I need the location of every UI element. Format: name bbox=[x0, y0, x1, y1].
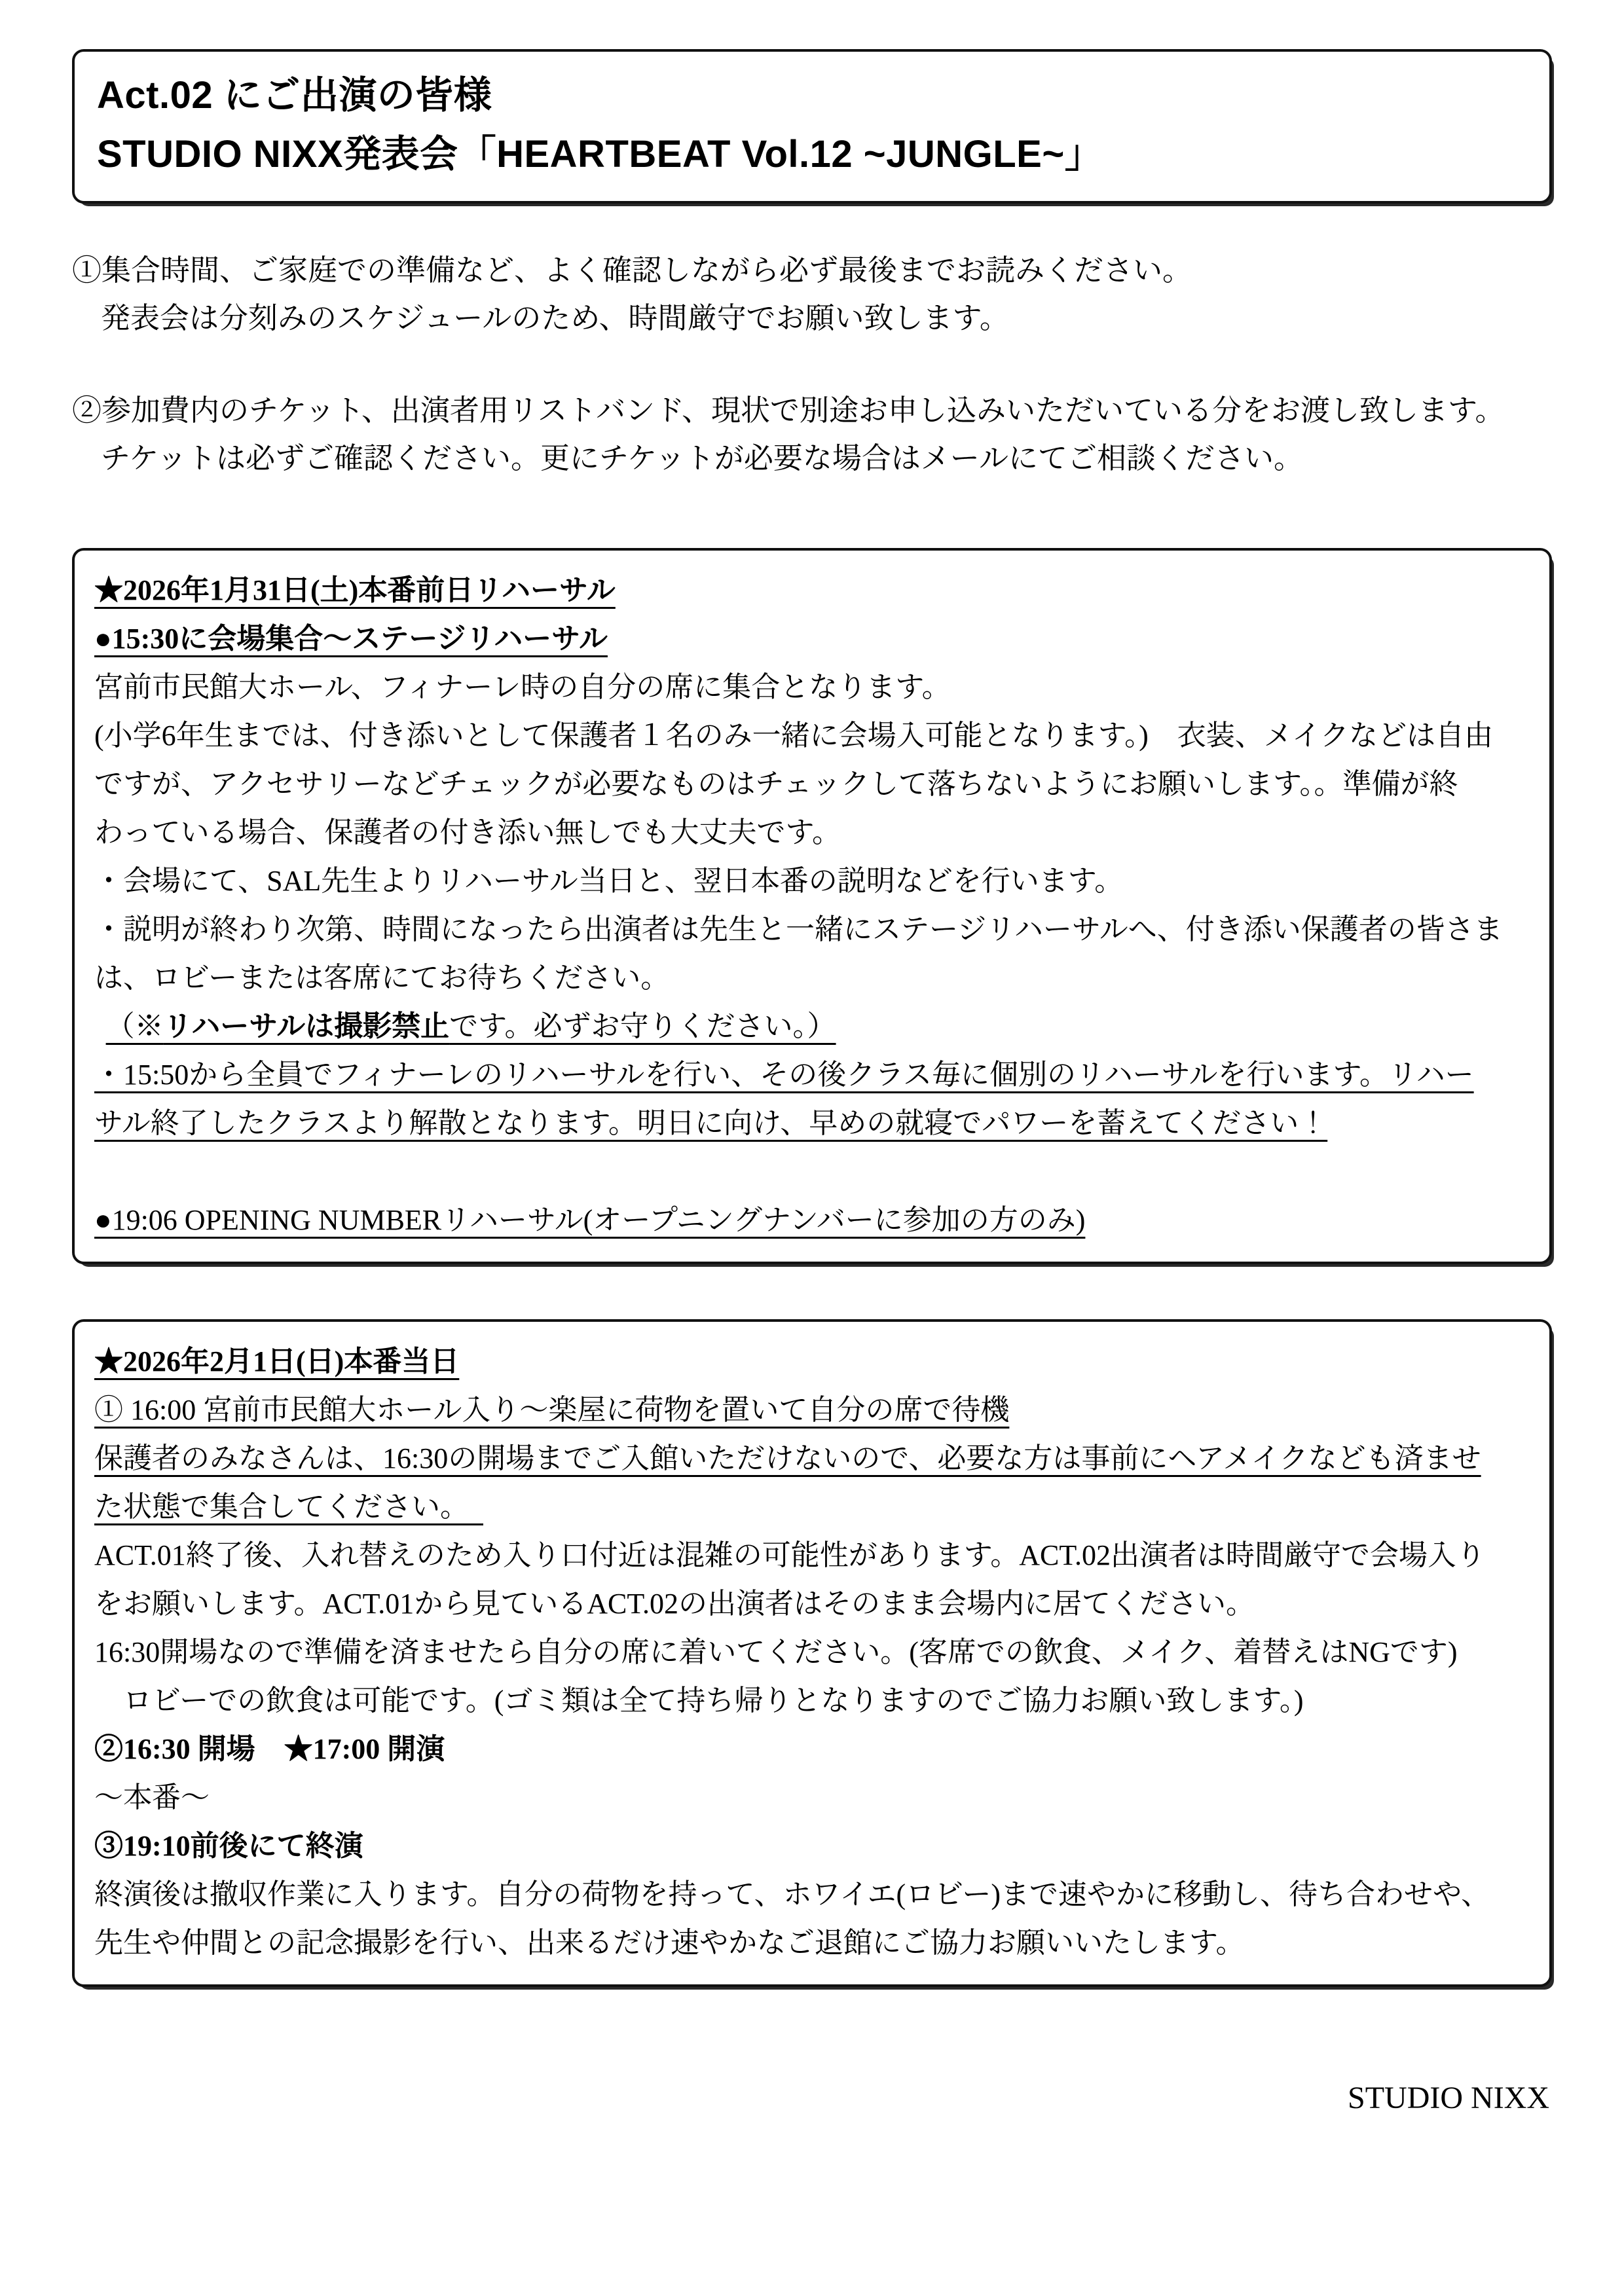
text-line bbox=[94, 809, 1530, 857]
text-line bbox=[72, 387, 1552, 435]
text-line bbox=[94, 712, 1530, 760]
text-segment: ① 16:00 宮前市民館大ホール入り～楽屋に荷物を置いて自分の席で待機 bbox=[94, 1394, 1010, 1426]
text-segment: ★2026年2月1日(日)本番当日 bbox=[94, 1345, 460, 1377]
text-segment: (小学6年生までは、付き添いとして保護者１名のみ一緒に会場入可能となります。) 衣装、メイクなどは自由 bbox=[94, 720, 1494, 752]
text-line bbox=[94, 615, 1530, 663]
text-segment: 発表会は分刻みのスケジュールのため、時間厳守でお願い致します。 bbox=[101, 302, 1009, 335]
text-line bbox=[94, 663, 1530, 712]
signature: STUDIO NIXX bbox=[1348, 2081, 1549, 2115]
text-segment: た状態で集合してください。 bbox=[94, 1491, 483, 1523]
text-line bbox=[94, 1677, 1530, 1725]
text-segment: 先生や仲間との記念撮影を行い、出来るだけ速やかなご退館にご協力お願いいたします。 bbox=[94, 1927, 1245, 1959]
text-line bbox=[94, 1338, 1530, 1386]
page-subtitle: STUDIO NIXX発表会「HEARTBEAT Vol.12 ~JUNGLE~」 bbox=[97, 133, 1103, 175]
text-line bbox=[94, 857, 1530, 905]
intro-paragraph-1 bbox=[72, 247, 1552, 342]
text-segment: ③19:10前後にて終演 bbox=[94, 1830, 363, 1862]
text-line bbox=[94, 1531, 1530, 1580]
text-line bbox=[94, 1725, 1530, 1774]
text-segment: （※ bbox=[105, 1010, 164, 1042]
text-segment: リハーサルは撮影禁止 bbox=[163, 1010, 450, 1042]
text-segment: 保護者のみなさんは、16:30の開場までご入館いただけないので、必要な方は事前にヘアメイクなども済ませ bbox=[94, 1442, 1481, 1474]
text-line bbox=[94, 1822, 1530, 1870]
text-segment: です。必ずお守りください。） bbox=[449, 1010, 836, 1042]
text-segment: ～本番～ bbox=[94, 1781, 210, 1813]
text-line bbox=[94, 1196, 1530, 1245]
text-line bbox=[94, 1870, 1530, 1919]
text-segment: 宮前市民館大ホール、フィナーレ時の自分の席に集合となります。 bbox=[94, 671, 951, 703]
text-line bbox=[94, 1434, 1530, 1483]
text-segment: ・会場にて、SAL先生よりリハーサル当日と、翌日本番の説明などを行います。 bbox=[94, 865, 1124, 897]
text-segment: ・15:50から全員でフィナーレのリハーサルを行い、その後クラス毎に個別のリハーサルを行います。リハー bbox=[94, 1059, 1474, 1091]
text-segment: ですが、アクセサリーなどチェックが必要なものはチェックして落ちないようにお願いします。。準備が終 bbox=[94, 768, 1458, 800]
text-line bbox=[72, 435, 1552, 483]
text-line bbox=[94, 1628, 1530, 1677]
text-segment: わっている場合、保護者の付き添い無しでも大丈夫です。 bbox=[94, 816, 841, 848]
text-segment: ●19:06 OPENING NUMBERリハーサル(オープニングナンバーに参加の方のみ) bbox=[94, 1204, 1086, 1236]
text-line bbox=[94, 1099, 1530, 1148]
text-line bbox=[94, 1051, 1530, 1099]
text-line bbox=[94, 1148, 1530, 1196]
text-line bbox=[94, 1483, 1530, 1531]
text-segment: ②16:30 開場 ★17:00 開演 bbox=[94, 1733, 445, 1765]
text-line bbox=[72, 295, 1552, 342]
text-segment: ACT.01終了後、入れ替えのため入り口付近は混雑の可能性があります。ACT.02出演者は時間厳守で会場入り bbox=[94, 1539, 1485, 1571]
text-line bbox=[94, 1580, 1530, 1628]
text-line bbox=[94, 566, 1530, 615]
text-segment: チケットは必ずご確認ください。更にチケットが必要な場合はメールにてご相談ください。 bbox=[101, 442, 1304, 475]
rehearsal-day-box bbox=[72, 548, 1552, 1264]
text-line bbox=[72, 247, 1552, 295]
text-segment: ・説明が終わり次第、時間になったら出演者は先生と一緒にステージリハーサルへ、付き添い保護者の皆さま bbox=[94, 913, 1503, 945]
text-segment: サル終了したクラスより解散となります。明日に向け、早めの就寝でパワーを蓄えてください！ bbox=[94, 1107, 1328, 1139]
text-line bbox=[94, 1919, 1530, 1967]
text-segment: 16:30開場なので準備を済ませたら自分の席に着いてください。(客席での飲食、メイク、着替えはNGです) bbox=[94, 1636, 1458, 1668]
text-segment: ●15:30に会場集合～ステージリハーサル bbox=[94, 623, 608, 655]
page-title: Act.02 にご出演の皆様 bbox=[97, 74, 492, 117]
text-line bbox=[94, 905, 1530, 954]
text-segment: は、ロビーまたは客席にてお待ちください。 bbox=[94, 962, 670, 994]
intro-paragraph-2 bbox=[72, 387, 1552, 483]
text-segment: ①集合時間、ご家庭での準備など、よく確認しながら必ず最後までお読みください。 bbox=[72, 254, 1192, 287]
text-line bbox=[94, 1002, 1530, 1051]
text-segment: をお願いします。ACT.01から見ているACT.02の出演者はそのまま会場内に居てください。 bbox=[94, 1588, 1255, 1620]
text-segment: ②参加費内のチケット、出演者用リストバンド、現状で別途お申し込みいただいている分をお渡し致します。 bbox=[72, 394, 1505, 427]
header-box bbox=[72, 49, 1552, 204]
text-segment: ★2026年1月31日(土)本番前日リハーサル bbox=[94, 574, 616, 606]
text-line bbox=[94, 954, 1530, 1002]
text-segment: 終演後は撤収作業に入ります。自分の荷物を持って、ホワイエ(ロビー)まで速やかに移動し、待ち合わせや、 bbox=[94, 1878, 1490, 1910]
text-line bbox=[94, 1774, 1530, 1822]
show-day-box bbox=[72, 1319, 1552, 1987]
text-segment: ロビーでの飲食は可能です。(ゴミ類は全て持ち帰りとなりますのでご協力お願い致します。) bbox=[123, 1685, 1304, 1717]
text-line bbox=[94, 760, 1530, 809]
text-line bbox=[94, 1386, 1530, 1434]
